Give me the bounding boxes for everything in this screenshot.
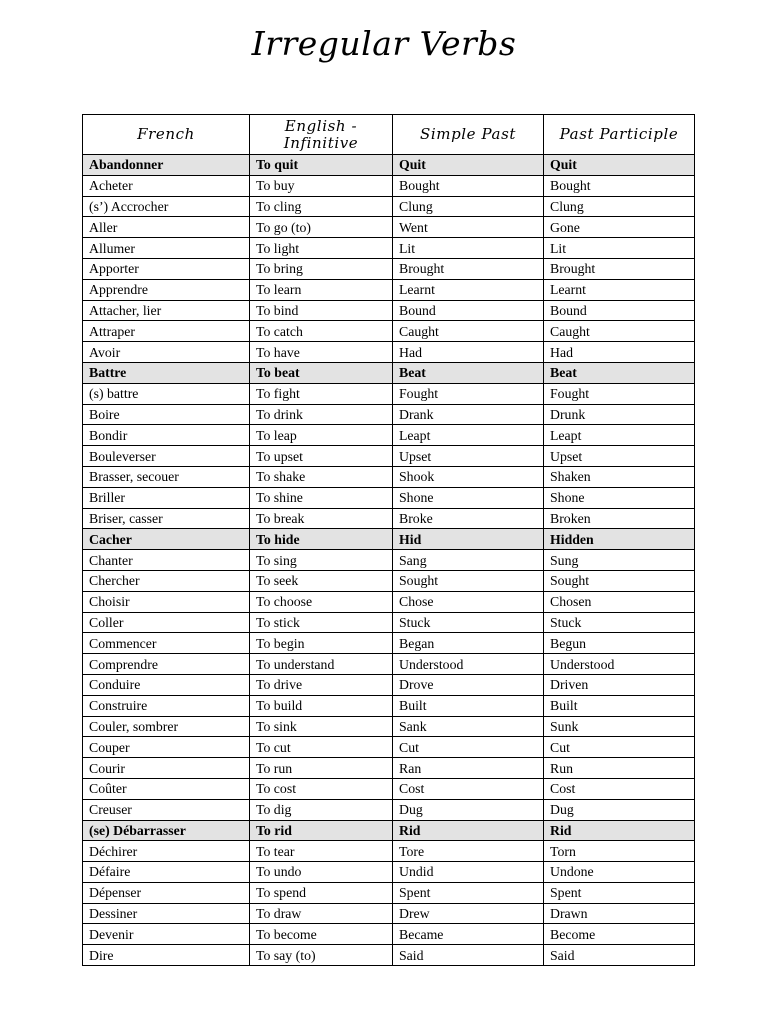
table-row [83, 591, 695, 612]
simple-past-cell: Sank [393, 716, 544, 737]
english-infinitive-cell: To learn [250, 279, 393, 300]
simple-past-cell: Quit [393, 155, 544, 176]
simple-past-cell: Stuck [393, 612, 544, 633]
simple-past-cell: Became [393, 924, 544, 945]
simple-past-cell: Undid [393, 862, 544, 883]
english-infinitive-cell: To sing [250, 550, 393, 571]
english-infinitive-cell: To leap [250, 425, 393, 446]
table-body [83, 155, 695, 966]
past-participle-cell: Built [544, 695, 695, 716]
english-infinitive-cell: To bind [250, 300, 393, 321]
french-cell: Avoir [83, 342, 250, 363]
past-participle-cell: Sunk [544, 716, 695, 737]
simple-past-cell: Bought [393, 175, 544, 196]
table-row [83, 903, 695, 924]
french-cell: Dessiner [83, 903, 250, 924]
past-participle-cell: Spent [544, 882, 695, 903]
past-participle-cell: Torn [544, 841, 695, 862]
table-row [83, 446, 695, 467]
simple-past-cell: Drove [393, 674, 544, 695]
table-row [83, 758, 695, 779]
simple-past-cell: Clung [393, 196, 544, 217]
french-cell: Apporter [83, 258, 250, 279]
past-participle-cell: Said [544, 945, 695, 966]
past-participle-cell: Run [544, 758, 695, 779]
simple-past-cell: Sought [393, 570, 544, 591]
past-participle-cell: Upset [544, 446, 695, 467]
past-participle-cell: Cost [544, 778, 695, 799]
simple-past-cell: Broke [393, 508, 544, 529]
table-row [83, 342, 695, 363]
simple-past-cell: Bound [393, 300, 544, 321]
english-infinitive-cell: To seek [250, 570, 393, 591]
table-row [83, 799, 695, 820]
english-infinitive-cell: To say (to) [250, 945, 393, 966]
french-cell: Défaire [83, 862, 250, 883]
past-participle-cell: Drawn [544, 903, 695, 924]
french-cell: Couper [83, 737, 250, 758]
table-row [83, 695, 695, 716]
english-infinitive-cell: To hide [250, 529, 393, 550]
simple-past-cell: Drew [393, 903, 544, 924]
simple-past-cell: Lit [393, 238, 544, 259]
past-participle-cell: Dug [544, 799, 695, 820]
french-cell: Coller [83, 612, 250, 633]
simple-past-cell: Shone [393, 487, 544, 508]
simple-past-cell: Dug [393, 799, 544, 820]
past-participle-cell: Cut [544, 737, 695, 758]
french-cell: Bouleverser [83, 446, 250, 467]
simple-past-cell: Said [393, 945, 544, 966]
table-row [83, 425, 695, 446]
english-infinitive-cell: To dig [250, 799, 393, 820]
french-cell: Couler, sombrer [83, 716, 250, 737]
simple-past-cell: Ran [393, 758, 544, 779]
french-cell: Battre [83, 362, 250, 383]
past-participle-cell: Clung [544, 196, 695, 217]
column-header-past-participle: Past Participle [544, 115, 695, 155]
english-infinitive-cell: To cost [250, 778, 393, 799]
table-row [83, 841, 695, 862]
table-row [83, 862, 695, 883]
english-infinitive-cell: To begin [250, 633, 393, 654]
past-participle-cell: Lit [544, 238, 695, 259]
past-participle-cell: Become [544, 924, 695, 945]
french-cell: Conduire [83, 674, 250, 695]
past-participle-cell: Quit [544, 155, 695, 176]
table-row [83, 217, 695, 238]
column-header-simple-past: Simple Past [393, 115, 544, 155]
english-infinitive-cell: To rid [250, 820, 393, 841]
table-row [83, 570, 695, 591]
simple-past-cell: Spent [393, 882, 544, 903]
french-cell: Allumer [83, 238, 250, 259]
french-cell: Comprendre [83, 654, 250, 675]
english-infinitive-cell: To spend [250, 882, 393, 903]
simple-past-cell: Built [393, 695, 544, 716]
table-row [83, 383, 695, 404]
english-infinitive-cell: To beat [250, 362, 393, 383]
past-participle-cell: Learnt [544, 279, 695, 300]
table-row [83, 238, 695, 259]
simple-past-cell: Sang [393, 550, 544, 571]
english-infinitive-cell: To stick [250, 612, 393, 633]
english-infinitive-cell: To understand [250, 654, 393, 675]
english-infinitive-cell: To have [250, 342, 393, 363]
english-infinitive-cell: To go (to) [250, 217, 393, 238]
table-row [83, 196, 695, 217]
french-cell: Attacher, lier [83, 300, 250, 321]
french-cell: Apprendre [83, 279, 250, 300]
french-cell: Dire [83, 945, 250, 966]
table-row [83, 778, 695, 799]
letter-heading-row [83, 362, 695, 383]
french-cell: Coûter [83, 778, 250, 799]
past-participle-cell: Bound [544, 300, 695, 321]
french-cell: Courir [83, 758, 250, 779]
french-cell: Construire [83, 695, 250, 716]
english-infinitive-cell: To cut [250, 737, 393, 758]
french-cell: Creuser [83, 799, 250, 820]
french-cell: Briser, casser [83, 508, 250, 529]
french-cell: Brasser, secouer [83, 466, 250, 487]
past-participle-cell: Hidden [544, 529, 695, 550]
english-infinitive-cell: To catch [250, 321, 393, 342]
english-infinitive-cell: To light [250, 238, 393, 259]
table-row [83, 550, 695, 571]
english-infinitive-cell: To bring [250, 258, 393, 279]
past-participle-cell: Brought [544, 258, 695, 279]
french-cell: Cacher [83, 529, 250, 550]
column-header-french: French [83, 115, 250, 155]
table-row [83, 258, 695, 279]
english-infinitive-cell: To drink [250, 404, 393, 425]
past-participle-cell: Shaken [544, 466, 695, 487]
table-row [83, 654, 695, 675]
simple-past-cell: Brought [393, 258, 544, 279]
english-infinitive-cell: To sink [250, 716, 393, 737]
english-infinitive-cell: To upset [250, 446, 393, 467]
past-participle-cell: Drunk [544, 404, 695, 425]
letter-heading-row [83, 155, 695, 176]
english-infinitive-cell: To buy [250, 175, 393, 196]
english-infinitive-cell: To tear [250, 841, 393, 862]
past-participle-cell: Begun [544, 633, 695, 654]
table-row [83, 300, 695, 321]
simple-past-cell: Went [393, 217, 544, 238]
table-row [83, 466, 695, 487]
table-row [83, 612, 695, 633]
past-participle-cell: Sung [544, 550, 695, 571]
table-row [83, 924, 695, 945]
simple-past-cell: Upset [393, 446, 544, 467]
simple-past-cell: Hid [393, 529, 544, 550]
past-participle-cell: Undone [544, 862, 695, 883]
english-infinitive-cell: To quit [250, 155, 393, 176]
french-cell: Bondir [83, 425, 250, 446]
table-row [83, 716, 695, 737]
english-infinitive-cell: To shake [250, 466, 393, 487]
table-row [83, 487, 695, 508]
past-participle-cell: Rid [544, 820, 695, 841]
past-participle-cell: Bought [544, 175, 695, 196]
french-cell: Aller [83, 217, 250, 238]
english-infinitive-cell: To choose [250, 591, 393, 612]
table-row [83, 175, 695, 196]
simple-past-cell: Beat [393, 362, 544, 383]
past-participle-cell: Driven [544, 674, 695, 695]
french-cell: Briller [83, 487, 250, 508]
french-cell: Attraper [83, 321, 250, 342]
past-participle-cell: Understood [544, 654, 695, 675]
past-participle-cell: Shone [544, 487, 695, 508]
table-row [83, 321, 695, 342]
french-cell: Commencer [83, 633, 250, 654]
letter-heading-row [83, 529, 695, 550]
french-cell: Abandonner [83, 155, 250, 176]
past-participle-cell: Chosen [544, 591, 695, 612]
simple-past-cell: Tore [393, 841, 544, 862]
page-title: Irregular Verbs [251, 24, 517, 63]
past-participle-cell: Had [544, 342, 695, 363]
letter-heading-row [83, 820, 695, 841]
past-participle-cell: Leapt [544, 425, 695, 446]
simple-past-cell: Shook [393, 466, 544, 487]
simple-past-cell: Cut [393, 737, 544, 758]
table-row [83, 737, 695, 758]
french-cell: Déchirer [83, 841, 250, 862]
past-participle-cell: Caught [544, 321, 695, 342]
past-participle-cell: Fought [544, 383, 695, 404]
simple-past-cell: Cost [393, 778, 544, 799]
table-row [83, 508, 695, 529]
english-infinitive-cell: To fight [250, 383, 393, 404]
past-participle-cell: Beat [544, 362, 695, 383]
simple-past-cell: Fought [393, 383, 544, 404]
simple-past-cell: Drank [393, 404, 544, 425]
english-infinitive-cell: To become [250, 924, 393, 945]
english-infinitive-cell: To drive [250, 674, 393, 695]
past-participle-cell: Stuck [544, 612, 695, 633]
french-cell: Chercher [83, 570, 250, 591]
french-cell: (se) Débarrasser [83, 820, 250, 841]
english-infinitive-cell: To build [250, 695, 393, 716]
french-cell: (s’) Accrocher [83, 196, 250, 217]
english-infinitive-cell: To cling [250, 196, 393, 217]
french-cell: Boire [83, 404, 250, 425]
table-row [83, 945, 695, 966]
table-row [83, 404, 695, 425]
past-participle-cell: Sought [544, 570, 695, 591]
french-cell: (s) battre [83, 383, 250, 404]
french-cell: Choisir [83, 591, 250, 612]
header-row [83, 115, 695, 155]
irregular-verbs-table [82, 114, 695, 966]
french-cell: Chanter [83, 550, 250, 571]
simple-past-cell: Had [393, 342, 544, 363]
french-cell: Acheter [83, 175, 250, 196]
simple-past-cell: Began [393, 633, 544, 654]
english-infinitive-cell: To draw [250, 903, 393, 924]
table-row [83, 882, 695, 903]
simple-past-cell: Caught [393, 321, 544, 342]
english-infinitive-cell: To break [250, 508, 393, 529]
simple-past-cell: Chose [393, 591, 544, 612]
english-infinitive-cell: To shine [250, 487, 393, 508]
table-row [83, 633, 695, 654]
french-cell: Devenir [83, 924, 250, 945]
english-infinitive-cell: To undo [250, 862, 393, 883]
simple-past-cell: Understood [393, 654, 544, 675]
simple-past-cell: Learnt [393, 279, 544, 300]
simple-past-cell: Leapt [393, 425, 544, 446]
english-infinitive-cell: To run [250, 758, 393, 779]
french-cell: Dépenser [83, 882, 250, 903]
table-header [83, 115, 695, 155]
simple-past-cell: Rid [393, 820, 544, 841]
past-participle-cell: Broken [544, 508, 695, 529]
column-header-english-infinitive: English - Infinitive [250, 115, 393, 155]
table-row [83, 674, 695, 695]
past-participle-cell: Gone [544, 217, 695, 238]
table-row [83, 279, 695, 300]
